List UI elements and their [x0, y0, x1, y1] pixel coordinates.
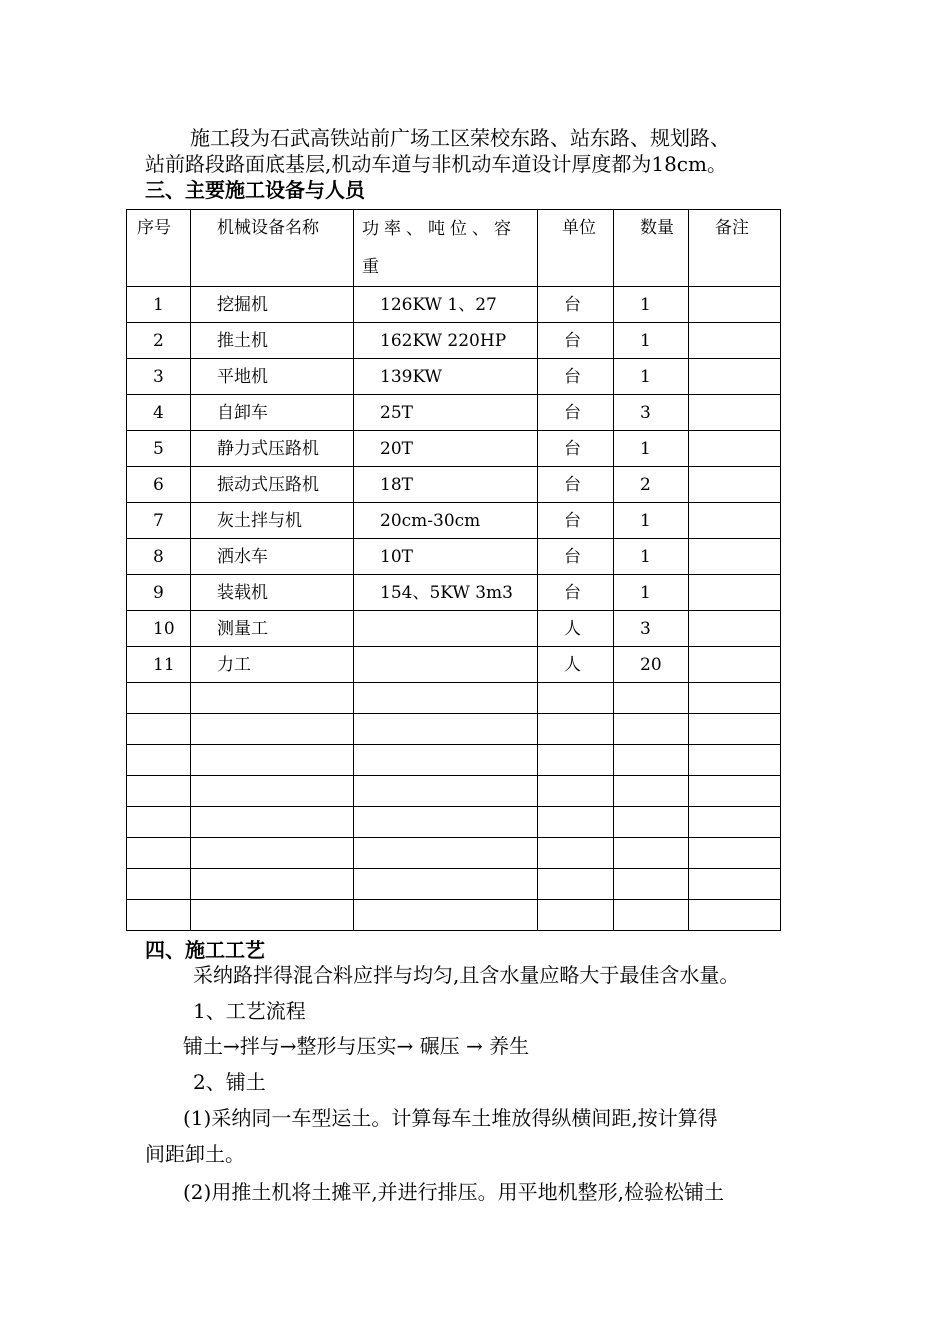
cell-equipment-name: 平地机: [217, 367, 268, 387]
empty-table-cell: [354, 776, 538, 807]
table-cell: [127, 287, 191, 323]
empty-table-cell: [538, 900, 614, 931]
header-remarks: 备注: [715, 218, 749, 238]
cell-remarks: [689, 467, 780, 473]
cell-power: 20T: [380, 439, 413, 459]
table-cell: [191, 611, 354, 647]
table-cell: [354, 323, 538, 359]
empty-table-row: [127, 745, 781, 776]
empty-table-cell: [191, 714, 354, 745]
table-row: [127, 395, 781, 431]
empty-table-cell: [127, 900, 191, 931]
cell-no: 3: [153, 367, 164, 387]
table-cell: [538, 647, 614, 683]
table-row: [127, 287, 781, 323]
empty-table-cell: [354, 869, 538, 900]
table-cell: [127, 359, 191, 395]
empty-table-cell: [538, 745, 614, 776]
empty-table-cell: [354, 714, 538, 745]
cell-power: 18T: [380, 475, 413, 495]
table-cell: [191, 395, 354, 431]
table-cell: [191, 287, 354, 323]
cell-unit: 台: [564, 583, 581, 603]
empty-table-cell: [614, 683, 689, 714]
cell-remarks: [689, 503, 780, 509]
table-cell: [689, 287, 781, 323]
process-item-2: 2、铺土: [193, 1070, 266, 1094]
table-cell: [689, 431, 781, 467]
table-cell: [191, 539, 354, 575]
header-unit: 单位: [562, 218, 596, 238]
cell-unit: 台: [564, 295, 581, 315]
cell-no: 10: [153, 619, 175, 639]
table-cell: [614, 467, 689, 503]
table-cell: [127, 395, 191, 431]
process-item-1: 1、工艺流程: [193, 999, 306, 1023]
table-cell: [538, 467, 614, 503]
cell-power: 10T: [380, 547, 413, 567]
table-cell: [127, 431, 191, 467]
cell-unit: 台: [564, 331, 581, 351]
table-cell: [127, 611, 191, 647]
process-flow: 铺土→拌与→整形与压实→ 碾压 → 养生: [183, 1034, 530, 1058]
cell-power: 162KW 220HP: [380, 331, 507, 351]
empty-table-cell: [689, 807, 781, 838]
cell-equipment-name: 洒水车: [217, 547, 268, 567]
empty-table-row: [127, 869, 781, 900]
table-cell: [614, 431, 689, 467]
table-cell: [689, 647, 781, 683]
empty-table-cell: [127, 807, 191, 838]
table-row: [127, 611, 781, 647]
cell-no: 4: [153, 403, 164, 423]
empty-table-cell: [689, 869, 781, 900]
step-1-line-1: (1)采纳同一车型运土。计算每车土堆放得纵横间距,按计算得: [183, 1106, 718, 1130]
table-cell: [538, 287, 614, 323]
empty-table-cell: [127, 869, 191, 900]
table-cell: [191, 503, 354, 539]
empty-table-cell: [538, 869, 614, 900]
cell-power: 20cm-30cm: [380, 511, 481, 531]
table-cell: [191, 647, 354, 683]
empty-table-row: [127, 900, 781, 931]
table-row: [127, 323, 781, 359]
cell-unit: 人: [564, 655, 581, 675]
table-cell: [538, 323, 614, 359]
empty-table-cell: [191, 745, 354, 776]
table-cell: [127, 647, 191, 683]
table-cell: [538, 431, 614, 467]
table-body: [127, 287, 781, 931]
table-row: [127, 539, 781, 575]
table-cell: [354, 287, 538, 323]
empty-table-cell: [354, 745, 538, 776]
empty-table-cell: [538, 683, 614, 714]
cell-quantity: 1: [640, 547, 651, 567]
empty-table-cell: [538, 807, 614, 838]
table-cell: [614, 611, 689, 647]
cell-power: 154、5KW 3m3: [380, 583, 513, 603]
empty-table-cell: [191, 683, 354, 714]
cell-quantity: 1: [640, 439, 651, 459]
empty-table-row: [127, 714, 781, 745]
table-row: [127, 359, 781, 395]
header-cell: [354, 210, 538, 287]
empty-table-cell: [689, 745, 781, 776]
table-cell: [614, 647, 689, 683]
cell-remarks: [689, 323, 780, 329]
table-row: [127, 647, 781, 683]
table-cell: [127, 503, 191, 539]
section-4-heading: 四、施工工艺: [145, 938, 265, 962]
empty-table-cell: [191, 869, 354, 900]
cell-equipment-name: 静力式压路机: [217, 439, 319, 459]
empty-table-cell: [614, 900, 689, 931]
cell-equipment-name: 测量工: [217, 619, 268, 639]
empty-table-cell: [127, 714, 191, 745]
empty-table-cell: [538, 776, 614, 807]
cell-no: 1: [153, 295, 164, 315]
cell-equipment-name: 自卸车: [217, 403, 268, 423]
cell-equipment-name: 装载机: [217, 583, 268, 603]
section-4-para-1: 采纳路拌得混合料应拌与均匀,且含水量应略大于最佳含水量。: [193, 963, 740, 987]
cell-no: 5: [153, 439, 164, 459]
cell-unit: 人: [564, 619, 581, 639]
cell-unit: 台: [564, 475, 581, 495]
cell-quantity: 1: [640, 331, 651, 351]
table-cell: [191, 467, 354, 503]
table-cell: [354, 395, 538, 431]
table-cell: [689, 323, 781, 359]
table-cell: [614, 395, 689, 431]
table-cell: [354, 647, 538, 683]
cell-no: 8: [153, 547, 164, 567]
table-row: [127, 575, 781, 611]
empty-table-cell: [354, 900, 538, 931]
table-cell: [354, 359, 538, 395]
intro-line-1: 施工段为石武高铁站前广场工区荣校东路、站东路、规划路、: [190, 126, 730, 150]
table-cell: [614, 359, 689, 395]
cell-remarks: [689, 575, 780, 581]
table-cell: [127, 323, 191, 359]
table-cell: [538, 575, 614, 611]
empty-table-cell: [614, 776, 689, 807]
cell-remarks: [689, 287, 780, 293]
table-cell: [354, 503, 538, 539]
empty-table-cell: [127, 683, 191, 714]
table-cell: [614, 287, 689, 323]
intro-line-2: 站前路段路面底基层,机动车道与非机动车道设计厚度都为18cm。: [145, 152, 727, 176]
table-cell: [127, 467, 191, 503]
table-cell: [354, 575, 538, 611]
cell-no: 9: [153, 583, 164, 603]
table-cell: [354, 611, 538, 647]
table-cell: [689, 467, 781, 503]
table-cell: [538, 503, 614, 539]
empty-table-cell: [127, 838, 191, 869]
table-cell: [538, 611, 614, 647]
header-cell: [538, 210, 614, 287]
empty-table-cell: [191, 838, 354, 869]
table-cell: [127, 575, 191, 611]
cell-equipment-name: 振动式压路机: [217, 475, 319, 495]
cell-remarks: [689, 611, 780, 617]
cell-quantity: 3: [640, 403, 651, 423]
section-3-heading: 三、主要施工设备与人员: [145, 178, 365, 202]
cell-remarks: [689, 359, 780, 365]
cell-power: 25T: [380, 403, 413, 423]
equipment-table: [126, 209, 781, 931]
empty-table-cell: [538, 838, 614, 869]
empty-table-cell: [191, 776, 354, 807]
cell-power: 126KW 1、27: [380, 295, 497, 315]
header-cell: [191, 210, 354, 287]
empty-table-cell: [614, 869, 689, 900]
cell-no: 2: [153, 331, 164, 351]
cell-quantity: 3: [640, 619, 651, 639]
cell-remarks: [689, 647, 780, 653]
empty-table-cell: [614, 745, 689, 776]
table-cell: [538, 395, 614, 431]
empty-table-cell: [354, 807, 538, 838]
cell-power: [354, 647, 537, 653]
empty-table-cell: [689, 776, 781, 807]
table-cell: [191, 323, 354, 359]
cell-remarks: [689, 395, 780, 401]
table-cell: [191, 431, 354, 467]
table-cell: [689, 575, 781, 611]
cell-unit: 台: [564, 367, 581, 387]
empty-table-cell: [689, 683, 781, 714]
table-cell: [689, 503, 781, 539]
empty-table-cell: [127, 776, 191, 807]
empty-table-cell: [614, 807, 689, 838]
table-cell: [354, 467, 538, 503]
table-cell: [538, 539, 614, 575]
table-row: [127, 431, 781, 467]
header-power: 功率、吨位、容重: [362, 219, 516, 277]
header-quantity: 数量: [640, 218, 674, 238]
cell-equipment-name: 挖掘机: [217, 295, 268, 315]
step-1-line-2: 间距卸土。: [145, 1142, 245, 1166]
cell-quantity: 1: [640, 511, 651, 531]
step-2-line-1: (2)用推土机将土摊平,并进行排压。用平地机整形,检验松铺土: [183, 1180, 725, 1204]
cell-quantity: 2: [640, 475, 651, 495]
cell-unit: 台: [564, 511, 581, 531]
table-cell: [614, 539, 689, 575]
table-header-row: [127, 210, 781, 287]
cell-no: 11: [153, 655, 175, 675]
empty-table-cell: [354, 838, 538, 869]
table-cell: [191, 575, 354, 611]
empty-table-cell: [689, 838, 781, 869]
empty-table-cell: [614, 714, 689, 745]
table-cell: [689, 395, 781, 431]
cell-remarks: [689, 539, 780, 545]
cell-equipment-name: 力工: [217, 655, 251, 675]
empty-table-row: [127, 807, 781, 838]
table-cell: [354, 431, 538, 467]
empty-table-cell: [689, 900, 781, 931]
table-cell: [614, 323, 689, 359]
cell-quantity: 20: [640, 655, 662, 675]
empty-table-cell: [191, 900, 354, 931]
header-cell: [689, 210, 781, 287]
cell-remarks: [689, 431, 780, 437]
cell-equipment-name: 灰土拌与机: [217, 511, 302, 531]
table-row: [127, 467, 781, 503]
table-cell: [689, 359, 781, 395]
empty-table-row: [127, 683, 781, 714]
empty-table-row: [127, 776, 781, 807]
empty-table-cell: [191, 807, 354, 838]
cell-quantity: 1: [640, 583, 651, 603]
table-cell: [354, 539, 538, 575]
header-no: 序号: [137, 218, 171, 238]
header-equipment-name: 机械设备名称: [217, 218, 319, 238]
cell-unit: 台: [564, 439, 581, 459]
empty-table-cell: [354, 683, 538, 714]
empty-table-cell: [689, 714, 781, 745]
empty-table-cell: [538, 714, 614, 745]
empty-table-cell: [127, 745, 191, 776]
cell-no: 7: [153, 511, 164, 531]
empty-table-cell: [614, 838, 689, 869]
table-cell: [614, 575, 689, 611]
table-cell: [127, 539, 191, 575]
table-cell: [689, 611, 781, 647]
cell-equipment-name: 推土机: [217, 331, 268, 351]
header-cell: [614, 210, 689, 287]
table-cell: [538, 359, 614, 395]
header-cell: [127, 210, 191, 287]
table-cell: [689, 539, 781, 575]
empty-table-row: [127, 838, 781, 869]
table-cell: [191, 359, 354, 395]
cell-power: [354, 611, 537, 617]
cell-quantity: 1: [640, 295, 651, 315]
cell-unit: 台: [564, 403, 581, 423]
cell-quantity: 1: [640, 367, 651, 387]
cell-no: 6: [153, 475, 164, 495]
table-row: [127, 503, 781, 539]
table-cell: [614, 503, 689, 539]
cell-power: 139KW: [380, 367, 443, 387]
cell-unit: 台: [564, 547, 581, 567]
